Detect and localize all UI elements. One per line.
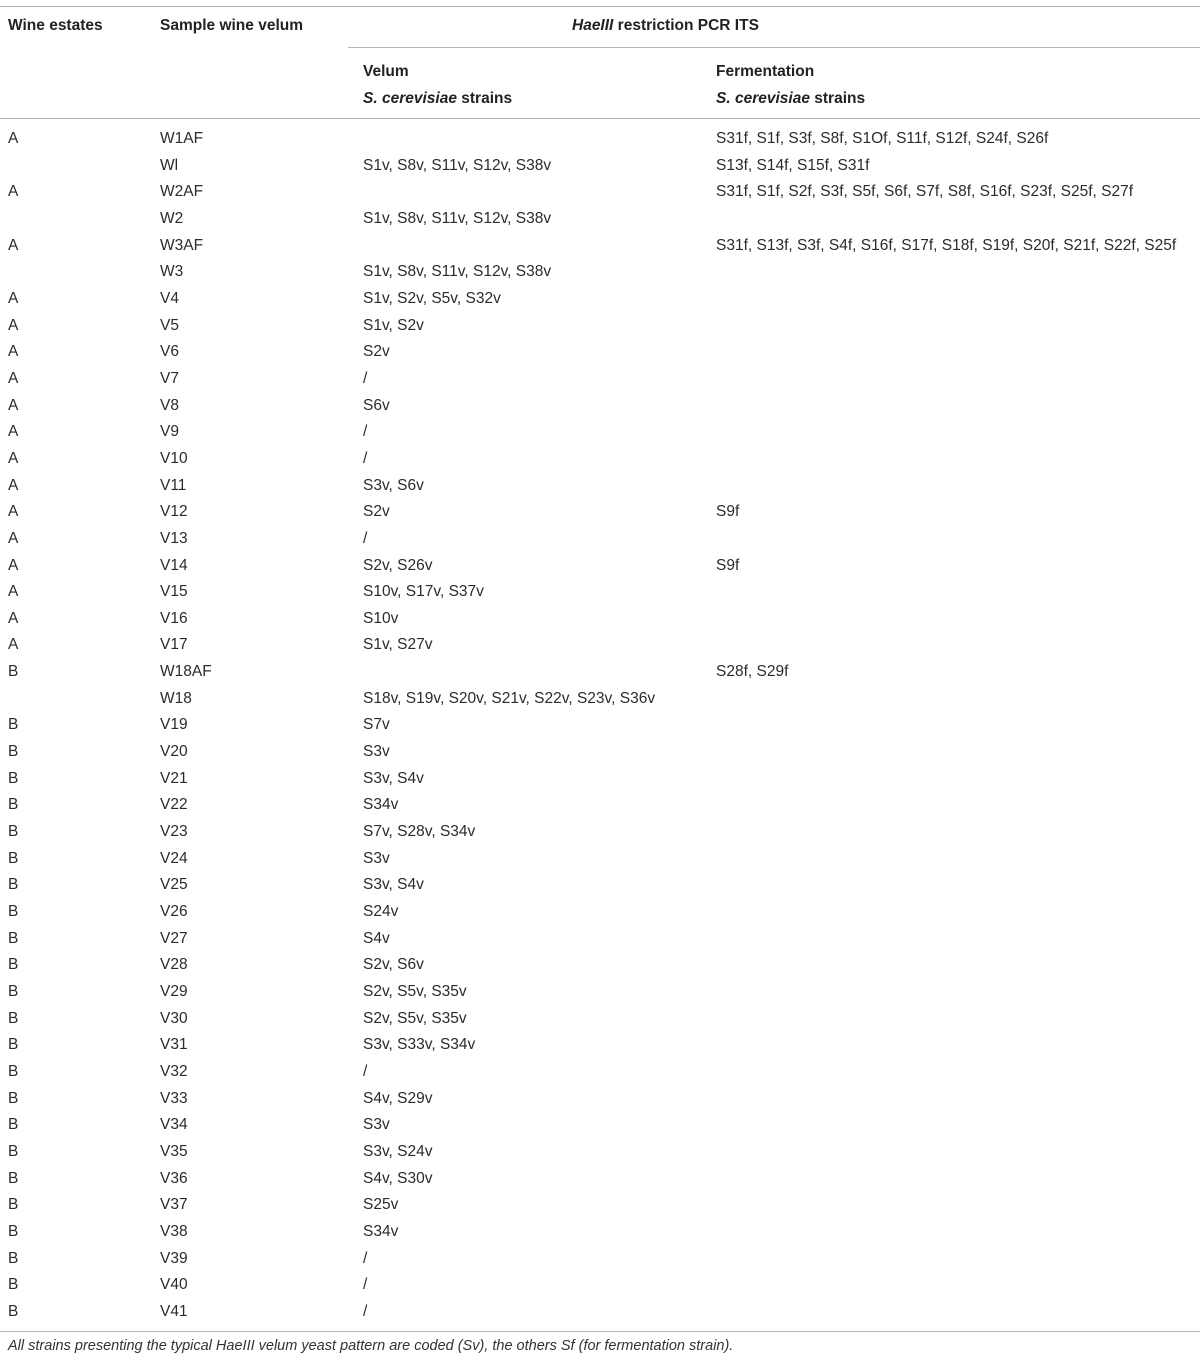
cell-sample: V31 [160,1036,188,1054]
cell-velum-strains: S24v [363,903,399,921]
cell-sample: V14 [160,556,188,574]
cell-wine-estate: A [8,423,19,441]
table-row [0,1112,1200,1139]
table-row [0,419,1200,446]
cell-wine-estate: A [8,343,19,361]
cell-sample: V29 [160,983,188,1000]
cell-wine-estate: B [8,956,19,974]
header-bottom-rule [0,118,1200,119]
table-row [0,872,1200,899]
cell-sample: V23 [160,823,188,841]
cell-velum-strains: S1v, S2v, S5v, S32v [363,289,501,307]
table-row [0,792,1200,819]
cell-wine-estate: A [8,289,19,307]
cell-velum-strains: S3v, S4v [363,876,424,894]
table-body [0,126,1200,1326]
table-row [0,153,1200,180]
cell-sample: V28 [160,956,188,974]
table-row [0,952,1200,979]
cell-wine-estate: A [8,369,19,387]
cell-sample: V37 [160,1196,188,1214]
table-row [0,1219,1200,1246]
cell-velum-strains: S2v [363,343,390,361]
cell-wine-estate: A [8,236,19,254]
cell-wine-estate: A [8,476,19,494]
table-row [0,446,1200,473]
cell-sample: V20 [160,743,188,761]
table-footnote: All strains presenting the typical HaeIII velum yeast pattern are coded (Sv), the others Sf (for fermentation strain). [8,1338,734,1354]
table-row [0,126,1200,153]
table-top-rule [0,6,1200,7]
cell-wine-estate: B [8,823,19,841]
cell-velum-strains: S7v [363,716,390,734]
cell-wine-estate: B [8,769,19,787]
table-row [0,686,1200,713]
cell-sample: W18 [160,689,192,707]
cell-sample: W3 [160,263,184,281]
table-row [0,979,1200,1006]
cell-velum-strains: S1v, S2v [363,316,424,334]
cell-velum-strains: / [363,1302,368,1320]
table-row [0,1166,1200,1193]
cell-sample: V26 [160,903,188,921]
cell-sample: V10 [160,449,188,467]
cell-velum-strains: S2v [363,503,390,521]
species-name: S. cerevisiae [363,90,457,107]
table-row [0,313,1200,340]
cell-velum-strains: / [363,369,368,387]
cell-velum-strains: / [363,423,368,441]
cell-velum-strains: S10v, S17v, S37v [363,583,484,601]
cell-wine-estate: B [8,1222,19,1240]
cell-sample: V34 [160,1116,188,1134]
table-row [0,206,1200,233]
table-row [0,606,1200,633]
table-row [0,233,1200,260]
cell-wine-estate: B [8,1142,19,1160]
cell-velum-strains: S1v, S8v, S11v, S12v, S38v [363,156,552,174]
cell-sample: V25 [160,876,188,894]
cell-velum-strains: S25v [363,1196,399,1214]
cell-velum-strains: S4v [363,929,390,947]
cell-sample: W1AF [160,130,204,147]
cell-velum-strains: S3v [363,1116,390,1134]
cell-sample: V19 [160,716,188,734]
cell-wine-estate: B [8,1276,19,1294]
table-row [0,899,1200,926]
table-row [0,632,1200,659]
table-row [0,1139,1200,1166]
cell-velum-strains: S3v, S4v [363,769,424,787]
cell-velum-strains: S4v, S29v [363,1089,433,1107]
cell-wine-estate: B [8,1196,19,1214]
cell-fermentation-strains: S31f, S1f, S3f, S8f, S1Of, S11f, S12f, S24f, S26f [716,130,1049,147]
cell-sample: V17 [160,636,188,654]
cell-sample: V36 [160,1169,188,1187]
cell-wine-estate: B [8,1116,19,1134]
cell-sample: W3AF [160,236,204,254]
cell-wine-estate: A [8,449,19,467]
cell-wine-estate: A [8,529,19,547]
cell-sample: V30 [160,1009,188,1027]
cell-velum-strains: / [363,529,368,547]
cell-velum-strains: / [363,1249,368,1267]
cell-sample: Wl [160,156,179,174]
table-row [0,659,1200,686]
cell-sample: V8 [160,396,179,414]
cell-velum-strains: S3v, S24v [363,1142,433,1160]
cell-velum-strains: S34v [363,1222,399,1240]
table-row [0,1299,1200,1326]
cell-velum-strains: / [363,449,368,467]
table-row [0,259,1200,286]
cell-velum-strains: S2v, S26v [363,556,433,574]
table-row [0,579,1200,606]
cell-velum-strains: S34v [363,796,399,814]
table-row [0,553,1200,580]
cell-sample: V21 [160,769,188,787]
cell-wine-estate: A [8,130,19,147]
cell-sample: V35 [160,1142,188,1160]
cell-sample: V13 [160,529,188,547]
cell-velum-strains: S1v, S27v [363,636,433,654]
table-row [0,339,1200,366]
cell-velum-strains: S2v, S6v [363,956,424,974]
cell-fermentation-strains: S9f [716,556,740,574]
table-row [0,473,1200,500]
table-row [0,926,1200,953]
cell-sample: V24 [160,849,188,867]
species-name: S. cerevisiae [716,90,810,107]
cell-sample: V32 [160,1062,188,1080]
cell-sample: W18AF [160,663,212,681]
cell-wine-estate: B [8,1302,19,1320]
table-row [0,499,1200,526]
cell-wine-estate: B [8,1062,19,1080]
cell-fermentation-strains: S31f, S13f, S3f, S4f, S16f, S17f, S18f, S19f, S20f, S21f, S22f, S25f [716,236,1177,254]
cell-wine-estate: B [8,1089,19,1107]
header-velum: Velum [363,63,409,80]
header-sample-wine-velum: Sample wine velum [160,17,303,34]
cell-sample: V27 [160,929,188,947]
table-row [0,739,1200,766]
table-row [0,1059,1200,1086]
cell-wine-estate: A [8,556,19,574]
cell-velum-strains: S2v, S5v, S35v [363,983,467,1000]
cell-wine-estate: B [8,743,19,761]
cell-sample: V12 [160,503,188,521]
cell-velum-strains: S4v, S30v [363,1169,433,1187]
cell-wine-estate: B [8,1249,19,1267]
table-row [0,1032,1200,1059]
cell-wine-estate: B [8,1169,19,1187]
table-row [0,1006,1200,1033]
cell-sample: V16 [160,609,188,627]
table-row [0,526,1200,553]
cell-velum-strains: S3v, S33v, S34v [363,1036,476,1054]
cell-wine-estate: B [8,849,19,867]
cell-velum-strains: S10v [363,609,399,627]
cell-wine-estate: B [8,983,19,1000]
cell-fermentation-strains: S13f, S14f, S15f, S31f [716,156,870,174]
table-row [0,393,1200,420]
cell-velum-strains: S7v, S28v, S34v [363,823,476,841]
table-row [0,1192,1200,1219]
cell-sample: V38 [160,1222,188,1240]
header-group-pcr [572,16,759,36]
cell-velum-strains: S3v [363,849,390,867]
cell-velum-strains: / [363,1276,368,1294]
table-row [0,1246,1200,1273]
table-row [0,819,1200,846]
strains-word: strains [809,90,866,107]
cell-sample: V7 [160,369,179,387]
header-sub-rule [348,47,1200,48]
cell-wine-estate: A [8,609,19,627]
cell-sample: W2 [160,209,184,227]
strains-word: strains [456,90,513,107]
table-row [0,179,1200,206]
cell-sample: V4 [160,289,179,307]
cell-wine-estate: A [8,183,19,201]
cell-sample: V22 [160,796,188,814]
cell-sample: V15 [160,583,188,601]
cell-velum-strains: S1v, S8v, S11v, S12v, S38v [363,263,552,281]
header-fermentation-strains [716,89,865,109]
cell-sample: V33 [160,1089,188,1107]
cell-wine-estate: A [8,316,19,334]
cell-sample: V40 [160,1276,188,1294]
cell-wine-estate: A [8,396,19,414]
cell-fermentation-strains: S28f, S29f [716,663,789,681]
cell-wine-estate: B [8,876,19,894]
cell-velum-strains: S6v [363,396,390,414]
cell-sample: V11 [160,476,187,494]
cell-velum-strains: / [363,1062,368,1080]
cell-wine-estate: B [8,796,19,814]
header-wine-estates: Wine estates [8,17,103,34]
header-velum-strains [363,89,512,109]
cell-wine-estate: B [8,929,19,947]
cell-sample: V6 [160,343,179,361]
table-row [0,766,1200,793]
header-fermentation: Fermentation [716,63,815,80]
table-row [0,286,1200,313]
cell-wine-estate: A [8,636,19,654]
cell-wine-estate: B [8,903,19,921]
cell-sample: V39 [160,1249,188,1267]
table-row [0,712,1200,739]
table-row [0,1086,1200,1113]
cell-sample: V41 [160,1302,188,1320]
group-rest: restriction PCR ITS [613,17,759,34]
table-row [0,366,1200,393]
cell-velum-strains: S1v, S8v, S11v, S12v, S38v [363,209,552,227]
cell-sample: V9 [160,423,179,441]
cell-sample: V5 [160,316,179,334]
cell-wine-estate: B [8,1009,19,1027]
table-bottom-rule [0,1331,1200,1332]
cell-wine-estate: A [8,503,19,521]
cell-velum-strains: S18v, S19v, S20v, S21v, S22v, S23v, S36v [363,689,656,707]
cell-velum-strains: S3v, S6v [363,476,424,494]
enzyme-name: HaeIII [572,17,614,34]
cell-wine-estate: B [8,716,19,734]
cell-sample: W2AF [160,183,204,201]
cell-wine-estate: B [8,1036,19,1054]
cell-wine-estate: A [8,583,19,601]
table-row [0,1272,1200,1299]
cell-velum-strains: S2v, S5v, S35v [363,1009,467,1027]
cell-velum-strains: S3v [363,743,390,761]
cell-wine-estate: B [8,663,19,681]
cell-fermentation-strains: S31f, S1f, S2f, S3f, S5f, S6f, S7f, S8f, S16f, S23f, S25f, S27f [716,183,1134,201]
cell-fermentation-strains: S9f [716,503,740,521]
table-row [0,846,1200,873]
